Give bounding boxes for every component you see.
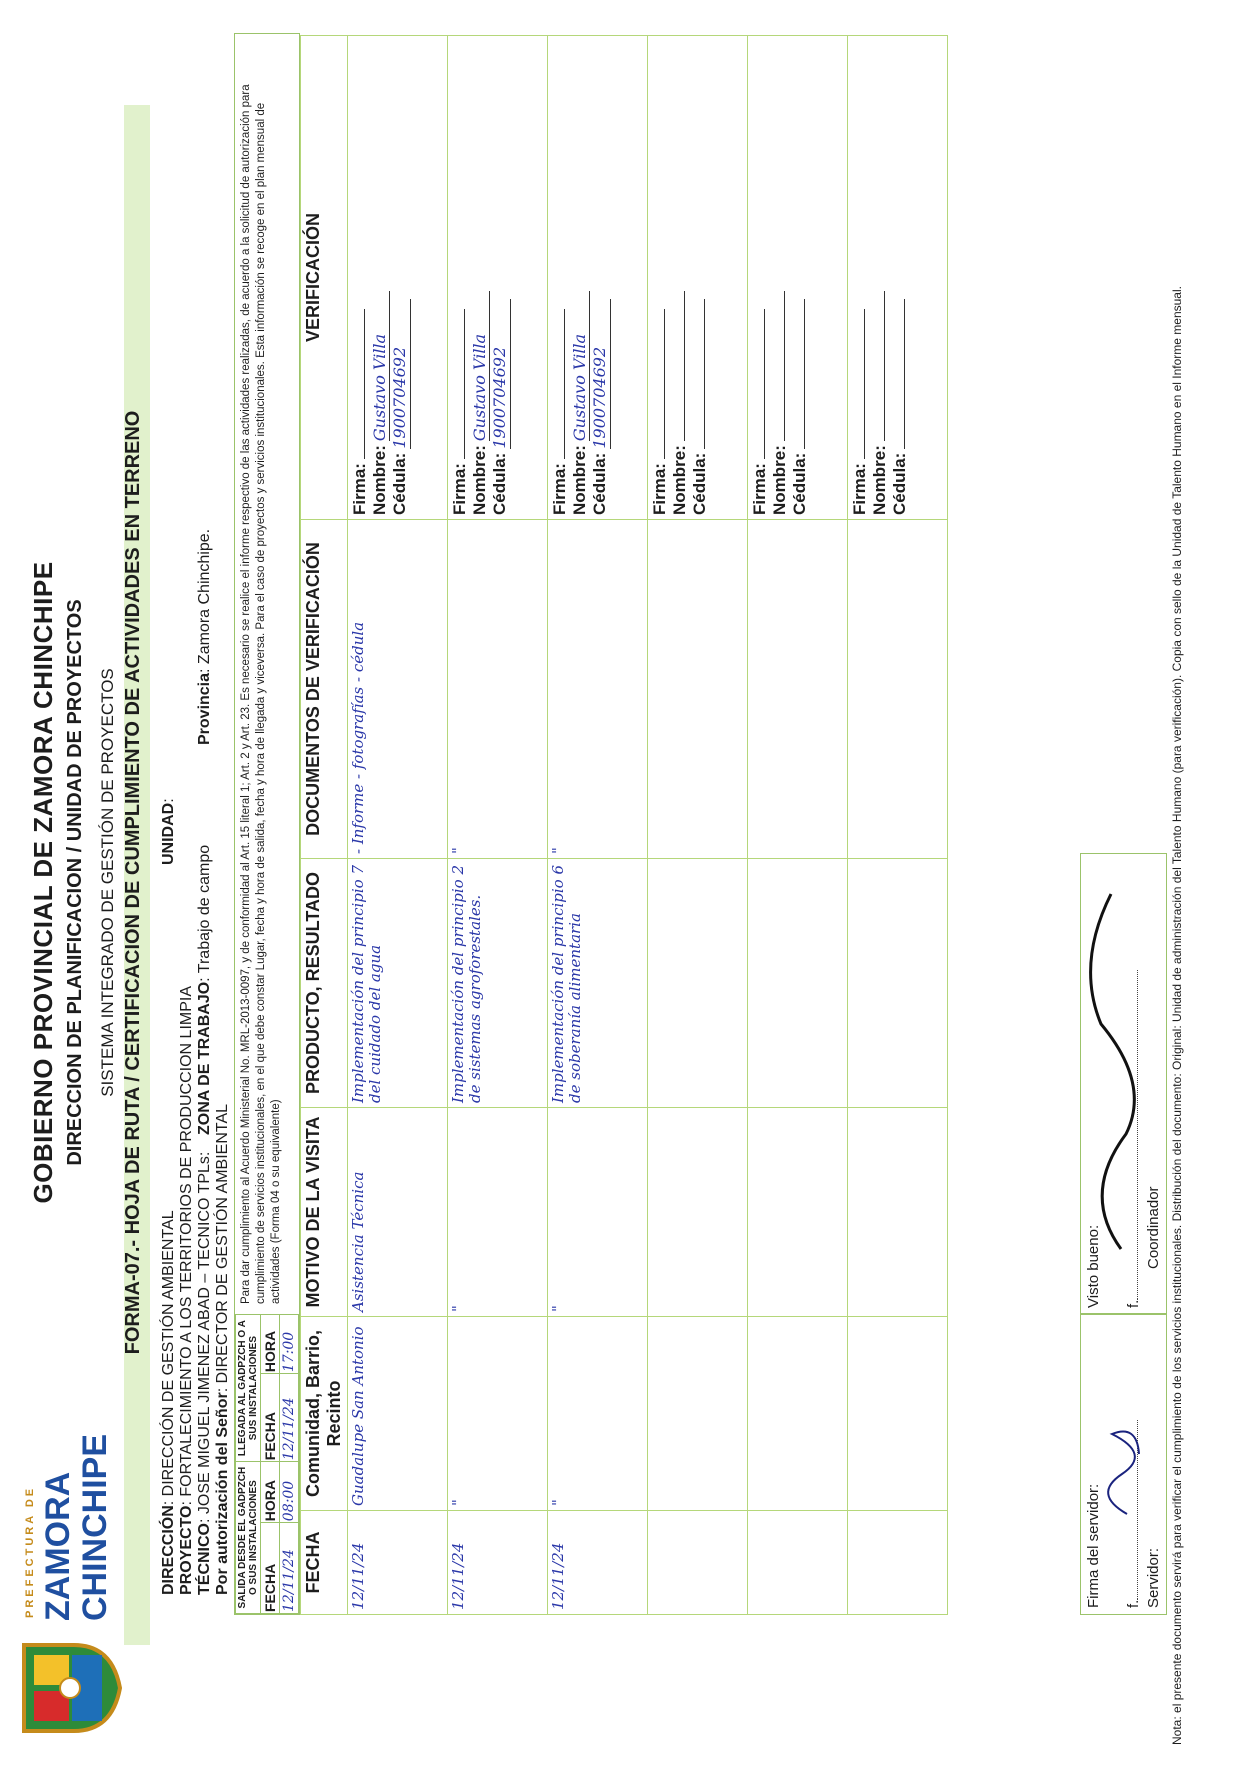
proyecto-label: PROYECTO — [178, 1505, 195, 1595]
verif-firma-line — [750, 40, 770, 515]
cell-documentos — [748, 520, 848, 859]
direccion-line — [160, 1210, 178, 1595]
visto-role: Coordinador — [1145, 1186, 1162, 1269]
verif-cedula-line — [390, 40, 410, 515]
verif-cedula-label: Cédula: — [790, 452, 809, 515]
tecnico-label: TÉCNICO — [196, 1523, 213, 1595]
cell-documentos: - Informe - fotografías - cédula — [348, 520, 448, 859]
logo-line-3: CHINCHIPE — [76, 1433, 114, 1621]
verif-firma-line — [550, 40, 570, 515]
verif-cedula-line — [490, 40, 510, 515]
col-verificacion: VERIFICACIÓN — [301, 36, 348, 520]
verif-firma-label: Firma: — [550, 463, 569, 515]
verif-nombre-value — [784, 291, 785, 441]
cell-producto: Implementación del principio 7 del cuidado del agua — [348, 859, 448, 1108]
verif-cedula-line — [590, 40, 610, 515]
cell-verificacion — [848, 36, 948, 520]
verif-nombre-label: Nombre: — [770, 445, 789, 515]
cell-producto — [748, 859, 848, 1108]
unidad-value: : — [160, 798, 177, 803]
verif-firma-line — [850, 40, 870, 515]
verif-nombre-value: Gustavo Villa — [571, 291, 590, 441]
logo-line-1: PREFECTURA DE — [24, 1485, 36, 1618]
verif-firma-label: Firma: — [750, 463, 769, 515]
table-row — [748, 36, 848, 1615]
verif-firma-line — [350, 40, 370, 515]
verif-firma-label: Firma: — [650, 463, 669, 515]
footnote: Nota: el presente documento servirá para verificar el cumplimiento de los servicios institucionales. Distribución del documento: Original: Unidad de administración del Talento Humano (para verificación). Copia con sello de la Unidad de Talento Humano en el Informe mensual. — [1170, 286, 1184, 1745]
cell-producto: Implementación del principio 2 de sistemas agroforestales. — [448, 859, 548, 1108]
servidor-title: Firma del servidor: — [1085, 1483, 1102, 1608]
table-body — [348, 36, 948, 1615]
cell-verificacion — [348, 36, 448, 520]
provincia-label: Provincia — [196, 672, 213, 745]
verif-cedula-line — [890, 40, 910, 515]
cell-verificacion — [448, 36, 548, 520]
verif-cedula-line — [690, 40, 710, 515]
cell-producto: Implementación del principio 6 de soberanía alimentaria — [548, 859, 648, 1108]
verif-firma-value — [564, 309, 565, 459]
cell-comunidad: Guadalupe San Antonio — [348, 1317, 448, 1511]
cell-producto — [648, 859, 748, 1108]
verif-nombre-label: Nombre: — [570, 445, 589, 515]
cell-verificacion — [648, 36, 748, 520]
provincia-value: : Zamora Chinchipe. — [196, 528, 213, 673]
cell-motivo: Asistencia Técnica — [348, 1108, 448, 1317]
cell-documentos: " — [448, 520, 548, 859]
cell-verificacion — [548, 36, 648, 520]
table-row — [548, 36, 648, 1615]
llegada-hora-value: 17:00 — [280, 1315, 299, 1374]
verif-cedula-value — [904, 299, 905, 449]
legal-text: Para dar cumplimiento al Acuerdo Ministerial No. MRL-2013-0097, y de conformidad al Art. 15 literal 1; Art. 2 y Art. 23. Es necesario se realice el informe respectivo de las actividades realizadas, de acuerdo a la solicitud de autorización para cumplimiento de servicios institucionales, en el que debe constar Lugar, fecha y hora de salida, fecha y hora de llegada y viceversa. Para el caso de proyectos y servicios institucionales. Esta información se recoge en el plan mensual de actividades (Forma 04 o su equivalente) — [240, 84, 282, 1304]
proyecto-value: : FORTALECIMIENTO A LOS TERRITORIOS DE PRODUCCION LIMPIA — [178, 985, 195, 1506]
verif-cedula-label: Cédula: — [390, 452, 410, 515]
llegada-hora-label: HORA — [261, 1315, 280, 1374]
verif-nombre-value: Gustavo Villa — [471, 291, 490, 441]
col-documentos: DOCUMENTOS DE VERIFICACIÓN — [301, 520, 348, 859]
proyecto-line — [178, 986, 196, 1595]
verif-firma-value — [664, 309, 665, 459]
verif-cedula-line — [790, 40, 810, 515]
direccion-label: DIRECCIÓN — [160, 1505, 177, 1595]
verif-firma-value — [364, 309, 365, 459]
travel-table — [235, 1314, 299, 1614]
cell-fecha — [648, 1511, 748, 1615]
verif-firma-value — [764, 309, 765, 459]
coat-of-arms-icon — [14, 1633, 124, 1743]
verif-cedula-value: 1900704692 — [591, 299, 610, 449]
autorizacion-line — [214, 1104, 232, 1595]
unidad-line — [160, 798, 178, 865]
zona-value: : Trabajo de campo — [196, 844, 213, 982]
visto-bueno-box — [1080, 853, 1167, 1315]
llegada-fecha-value: 12/11/24 — [280, 1374, 299, 1462]
verif-nombre-line — [470, 40, 490, 515]
col-comunidad: Comunidad, Barrio, Recinto — [301, 1317, 348, 1511]
col-producto: PRODUCTO, RESULTADO — [301, 859, 348, 1108]
cell-documentos — [848, 520, 948, 859]
cell-motivo — [848, 1108, 948, 1317]
visto-signature-scribble — [1081, 874, 1151, 1254]
table-row — [348, 36, 448, 1615]
visto-f: f. — [1125, 1299, 1142, 1308]
col-fecha: FECHA — [301, 1511, 348, 1615]
cell-comunidad — [748, 1317, 848, 1511]
cell-documentos: " — [548, 520, 648, 859]
verif-cedula-value — [704, 299, 705, 449]
verif-nombre-label: Nombre: — [670, 445, 689, 515]
salida-hora-value: 08:00 — [280, 1462, 299, 1523]
tecnico-value: : JOSE MIGUEL JIMENEZ ABAD – TECNICO TPLs: — [196, 1151, 213, 1523]
verif-cedula-label: Cédula: — [890, 452, 909, 515]
cell-fecha: 12/11/24 — [348, 1511, 448, 1615]
cell-fecha: 12/11/24 — [548, 1511, 648, 1615]
servidor-signature-box — [1080, 1313, 1167, 1615]
col-motivo: MOTIVO DE LA VISITA — [301, 1108, 348, 1317]
salida-fecha-label: FECHA — [261, 1523, 280, 1614]
verif-firma-value — [864, 309, 865, 459]
table-row — [848, 36, 948, 1615]
verif-nombre-value — [884, 291, 885, 441]
verif-firma-value — [464, 309, 465, 459]
verif-cedula-label: Cédula: — [690, 452, 709, 515]
verif-firma-line — [650, 40, 670, 515]
verif-cedula-value: 1900704692 — [391, 299, 410, 449]
cell-motivo — [648, 1108, 748, 1317]
cell-fecha — [748, 1511, 848, 1615]
activities-table — [300, 35, 948, 1615]
verif-cedula-label: Cédula: — [590, 452, 610, 515]
cell-producto — [848, 859, 948, 1108]
cell-comunidad: " — [548, 1317, 648, 1511]
table-row — [448, 36, 548, 1615]
tecnico-line — [196, 1152, 214, 1595]
verif-nombre-value: Gustavo Villa — [371, 291, 390, 441]
verif-firma-label: Firma: — [350, 463, 369, 515]
verif-nombre-line — [670, 40, 690, 515]
table-row — [648, 36, 748, 1615]
cell-fecha: 12/11/24 — [448, 1511, 548, 1615]
servidor-role: Servidor: — [1145, 1547, 1162, 1608]
system-title: SISTEMA INTEGRADO DE GESTIÓN DE PROYECTOS — [98, 668, 117, 1097]
verif-firma-label: Firma: — [850, 463, 869, 515]
verif-cedula-value — [804, 299, 805, 449]
travel-section — [234, 33, 300, 1615]
form-title: FORMA-07.- HOJA DE RUTA / CERTIFICACION DE CUMPLIMIENTO DE ACTIVIDADES EN TERRENO — [122, 410, 144, 1355]
org-title: GOBIERNO PROVINCIAL DE ZAMORA CHINCHIPE — [28, 561, 58, 1204]
verif-cedula-label: Cédula: — [490, 452, 510, 515]
provincia-line — [196, 529, 214, 745]
prefectura-logo — [14, 1413, 124, 1743]
servidor-f: f. — [1125, 1599, 1142, 1608]
zona-line — [196, 845, 214, 1135]
cell-verificacion — [748, 36, 848, 520]
cell-motivo: " — [448, 1108, 548, 1317]
llegada-header: LLEGADA AL GADPZCH O A SUS INSTALACIONES — [236, 1315, 261, 1462]
visto-title: Visto bueno: — [1085, 1224, 1102, 1308]
verif-nombre-label: Nombre: — [470, 445, 489, 515]
department-title: DIRECCION DE PLANIFICACION / UNIDAD DE PROYECTOS — [64, 599, 86, 1166]
autorizacion-value: : DIRECTOR DE GESTIÓN AMBIENTAL — [214, 1103, 231, 1393]
cell-comunidad — [648, 1317, 748, 1511]
verif-nombre-label: Nombre: — [870, 445, 889, 515]
llegada-fecha-label: FECHA — [261, 1374, 280, 1462]
direccion-value: : DIRECCIÓN DE GESTIÓN AMBIENTAL — [160, 1210, 177, 1506]
verif-firma-label: Firma: — [450, 463, 469, 515]
verif-nombre-line — [770, 40, 790, 515]
table-header-row — [301, 36, 348, 1615]
unidad-label: UNIDAD — [160, 802, 177, 865]
cell-documentos — [648, 520, 748, 859]
autorizacion-label: Por autorización del Señor — [214, 1392, 231, 1595]
verif-nombre-line — [870, 40, 890, 515]
cell-motivo — [748, 1108, 848, 1317]
verif-cedula-value: 1900704692 — [491, 299, 510, 449]
salida-hora-label: HORA — [261, 1462, 280, 1523]
verif-nombre-label: Nombre: — [370, 445, 389, 515]
cell-fecha — [848, 1511, 948, 1615]
logo-line-2: ZAMORA — [39, 1471, 77, 1621]
salida-fecha-value: 12/11/24 — [280, 1523, 299, 1614]
cell-motivo: " — [548, 1108, 648, 1317]
zona-label: ZONA DE TRABAJO — [196, 981, 213, 1135]
servidor-signature-scribble — [1087, 1404, 1147, 1524]
cell-comunidad: " — [448, 1317, 548, 1511]
verif-nombre-value — [684, 291, 685, 441]
activities-grid — [300, 35, 948, 1615]
cell-comunidad — [848, 1317, 948, 1511]
salida-header: SALIDA DESDE EL GADPZCH O SUS INSTALACIONES — [236, 1462, 261, 1614]
verif-nombre-line — [370, 40, 390, 515]
verif-firma-line — [450, 40, 470, 515]
verif-nombre-line — [570, 40, 590, 515]
